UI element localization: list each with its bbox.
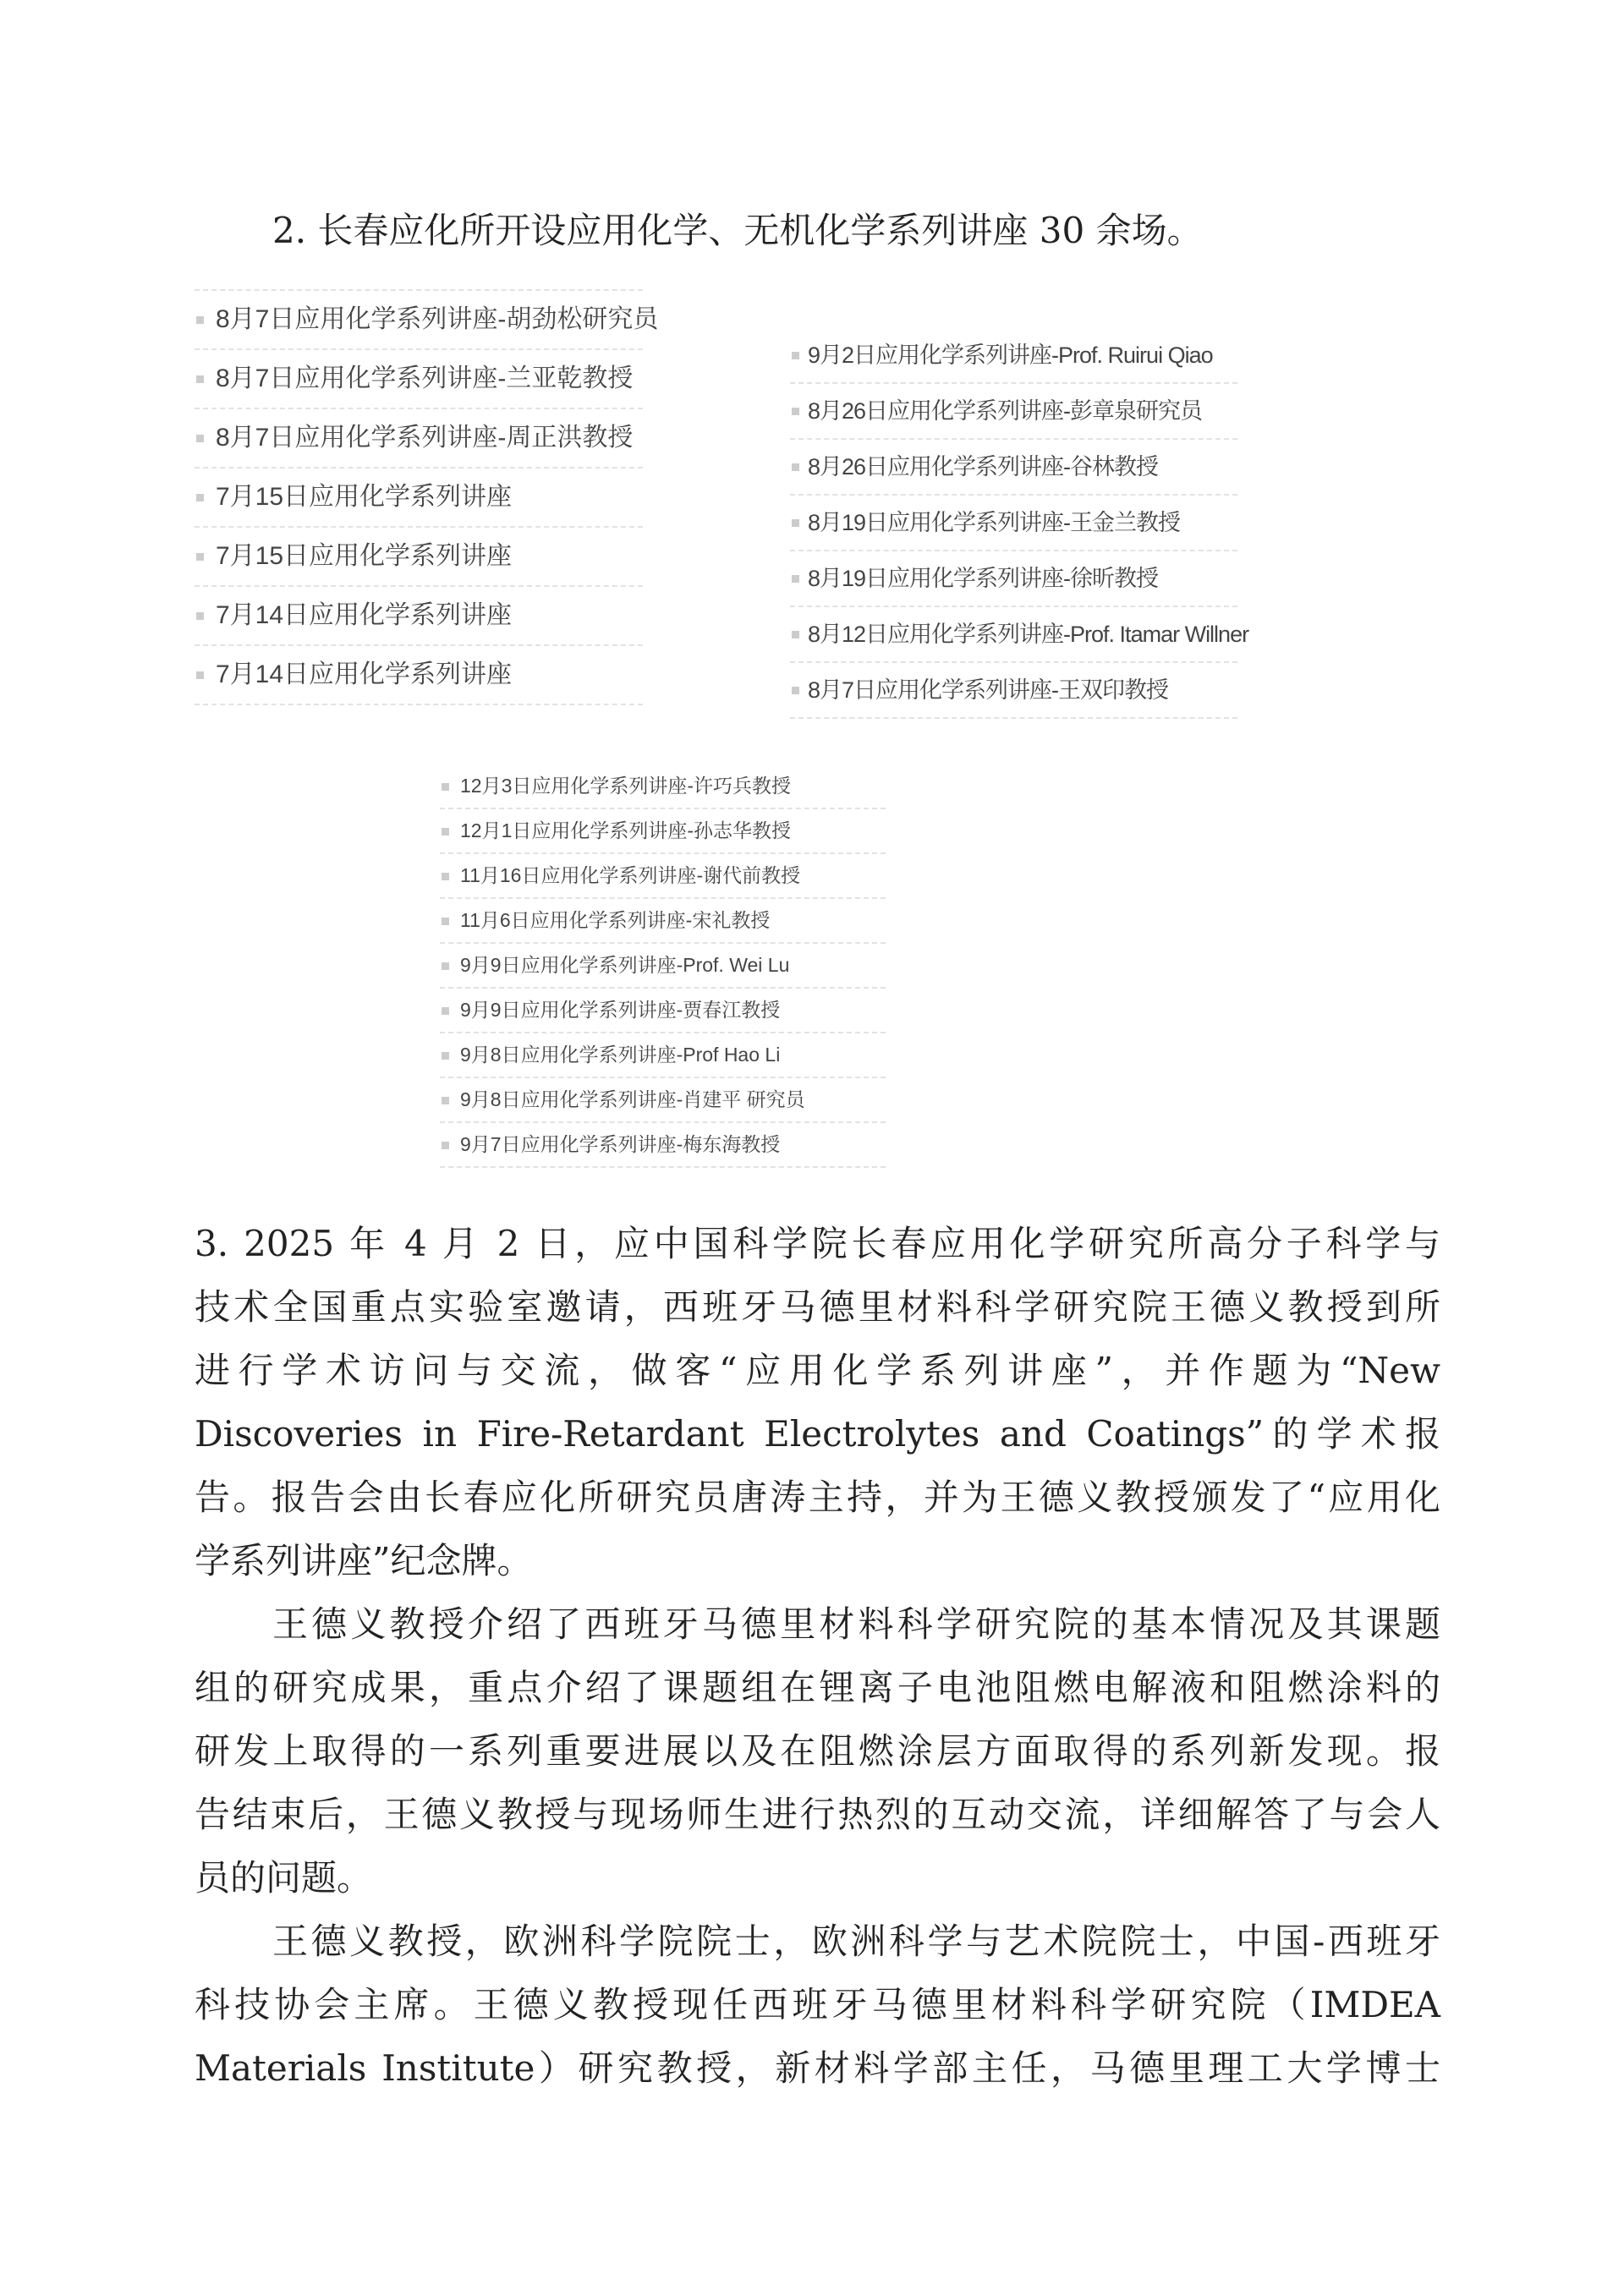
text-line: Discoveries in Fire-Retardant Electrolytes and Coatings”的学术报 — [195, 1413, 1440, 1455]
bullet-icon — [792, 575, 799, 583]
bullet-icon — [442, 1052, 449, 1060]
lecture-link[interactable] — [440, 899, 886, 944]
lecture-title[interactable]: 7月15日应用化学系列讲座 — [216, 483, 513, 511]
lecture-title[interactable]: 8月26日应用化学系列讲座-彭章泉研究员 — [808, 398, 1203, 424]
lecture-link[interactable] — [440, 854, 886, 899]
bullet-icon — [196, 316, 204, 324]
text-line: 员的问题。 — [195, 1857, 373, 1899]
lecture-title[interactable]: 8月19日应用化学系列讲座-王金兰教授 — [808, 510, 1181, 535]
lecture-title[interactable]: 8月26日应用化学系列讲座-谷林教授 — [808, 454, 1159, 479]
bullet-icon — [442, 1007, 449, 1015]
bullet-icon — [792, 408, 799, 415]
lecture-title[interactable]: 7月14日应用化学系列讲座 — [216, 601, 513, 629]
lecture-title[interactable]: 9月8日应用化学系列讲座-肖建平 研究员 — [460, 1088, 805, 1110]
lecture-link[interactable] — [440, 1123, 886, 1168]
text-line: 研发上取得的一系列重要进展以及在阻燃涂层方面取得的系列新发现。报 — [195, 1730, 1440, 1772]
lecture-link[interactable] — [440, 944, 886, 989]
lecture-link[interactable] — [195, 291, 659, 350]
lecture-link[interactable] — [790, 496, 1237, 551]
text-line: 技术全国重点实验室邀请，西班牙马德里材料科学研究院王德义教授到所 — [195, 1286, 1440, 1328]
lecture-title[interactable]: 8月7日应用化学系列讲座-兰亚乾教授 — [216, 364, 634, 392]
lecture-link[interactable] — [790, 440, 1237, 496]
bullet-icon — [442, 962, 449, 970]
paragraph-3 — [195, 1212, 1440, 1592]
text-line: 王德义教授介绍了西班牙马德里材料科学研究院的基本情况及其课题 — [272, 1603, 1440, 1645]
bullet-icon — [442, 873, 449, 880]
lecture-link[interactable] — [440, 1033, 886, 1078]
text-line: 进行学术访问与交流，做客“应用化学系列讲座”，并作题为“New — [195, 1350, 1440, 1391]
lecture-title[interactable]: 9月9日应用化学系列讲座-贾春江教授 — [460, 999, 781, 1021]
lecture-link[interactable] — [195, 528, 643, 587]
lecture-title[interactable]: 9月7日应用化学系列讲座-梅东海教授 — [460, 1133, 781, 1155]
lecture-link[interactable] — [440, 809, 886, 854]
bullet-icon — [196, 671, 204, 679]
lecture-title[interactable]: 8月7日应用化学系列讲座-王双印教授 — [808, 677, 1169, 703]
lecture-title[interactable]: 12月3日应用化学系列讲座-许巧兵教授 — [460, 775, 792, 797]
lecture-title[interactable]: 7月15日应用化学系列讲座 — [216, 542, 513, 570]
bullet-icon — [196, 553, 204, 561]
lecture-title[interactable]: 7月14日应用化学系列讲座 — [216, 660, 513, 688]
bullet-icon — [792, 352, 799, 359]
lecture-link[interactable] — [195, 409, 643, 469]
lecture-title[interactable]: 8月19日应用化学系列讲座-徐昕教授 — [808, 566, 1159, 591]
lecture-link[interactable] — [790, 663, 1237, 719]
bullet-icon — [196, 494, 204, 501]
lecture-link[interactable] — [790, 607, 1249, 663]
lecture-link[interactable] — [195, 350, 643, 409]
lecture-title[interactable]: 11月6日应用化学系列讲座-宋礼教授 — [460, 909, 771, 931]
lecture-link[interactable] — [195, 469, 643, 528]
bullet-icon — [442, 828, 449, 836]
bullet-icon — [196, 435, 204, 442]
lecture-title[interactable]: 8月7日应用化学系列讲座-胡劲松研究员 — [216, 305, 659, 333]
bullet-icon — [792, 519, 799, 527]
text-line: 科技协会主席。王德义教授现任西班牙马德里材料科学研究院（IMDEA — [195, 1984, 1440, 2025]
bullet-icon — [442, 1097, 449, 1104]
lecture-link[interactable] — [440, 989, 886, 1033]
bullet-icon — [792, 687, 799, 694]
lecture-title[interactable]: 9月8日应用化学系列讲座-Prof Hao Li — [460, 1044, 781, 1066]
paragraph-4 — [195, 1592, 1440, 1910]
lecture-link[interactable] — [790, 551, 1237, 607]
lecture-link[interactable] — [440, 764, 886, 809]
lecture-title[interactable]: 11月16日应用化学系列讲座-谢代前教授 — [460, 864, 801, 886]
bullet-icon — [196, 612, 204, 620]
text-line: 告结束后，王德义教授与现场师生进行热烈的互动交流，详细解答了与会人 — [195, 1794, 1440, 1835]
paragraph-5 — [195, 1910, 1440, 2100]
text-line: 王德义教授，欧洲科学院院士，欧洲科学与艺术院院士，中国-西班牙 — [272, 1921, 1440, 1962]
lecture-title[interactable]: 9月2日应用化学系列讲座-Prof. Ruirui Qiao — [808, 342, 1213, 368]
lecture-title[interactable]: 9月9日应用化学系列讲座-Prof. Wei Lu — [460, 954, 790, 976]
lecture-list-left — [195, 289, 659, 705]
section-heading: 2. 长春应化所开设应用化学、无机化学系列讲座 30 余场。 — [272, 210, 1203, 251]
text-line: 组的研究成果，重点介绍了课题组在锂离子电池阻燃电解液和阻燃涂料的 — [195, 1667, 1440, 1708]
lecture-link[interactable] — [440, 1078, 886, 1123]
bullet-icon — [196, 375, 204, 383]
text-line: Materials Institute）研究教授，新材料学部主任，马德里理工大学博士 — [195, 2047, 1440, 2089]
lecture-link[interactable] — [790, 384, 1237, 440]
bullet-icon — [442, 918, 449, 925]
lecture-list-bottom — [440, 764, 886, 1168]
lecture-title[interactable]: 12月1日应用化学系列讲座-孙志华教授 — [460, 819, 792, 841]
lecture-title[interactable]: 8月7日应用化学系列讲座-周正洪教授 — [216, 424, 634, 452]
bullet-icon — [442, 783, 449, 791]
text-line: 3. 2025 年 4 月 2 日，应中国科学院长春应用化学研究所高分子科学与 — [195, 1223, 1440, 1264]
lecture-link[interactable] — [790, 328, 1237, 384]
lecture-link[interactable] — [195, 587, 643, 646]
lecture-title[interactable]: 8月12日应用化学系列讲座-Prof. Itamar Willner — [808, 622, 1249, 647]
bullet-icon — [792, 631, 799, 638]
text-line: 学系列讲座”纪念牌。 — [195, 1540, 533, 1581]
lecture-link[interactable] — [195, 646, 643, 705]
text-line: 告。报告会由长春应化所研究员唐涛主持，并为王德义教授颁发了“应用化 — [195, 1477, 1440, 1518]
lecture-list-right — [790, 328, 1249, 719]
bullet-icon — [442, 1142, 449, 1149]
bullet-icon — [792, 463, 799, 471]
